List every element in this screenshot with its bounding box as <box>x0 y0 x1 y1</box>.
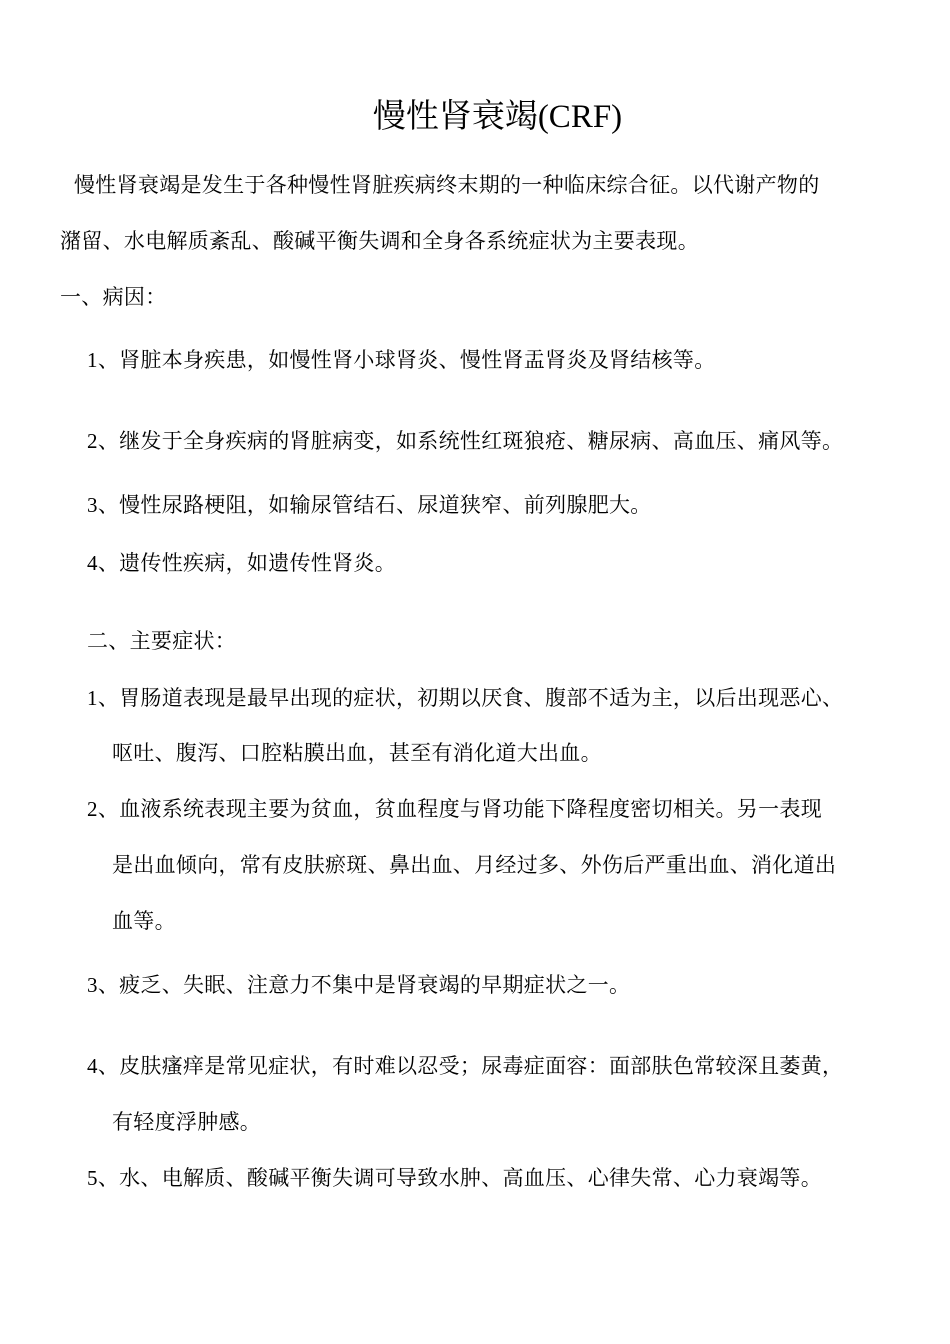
section2-heading: 二、主要症状： <box>87 629 237 653</box>
symptom-item-5 <box>87 1164 822 1192</box>
symptom-item-4 <box>87 1052 843 1080</box>
symptom-item-2 <box>87 795 822 823</box>
symptom-item-1-cont: 呕吐、腹泻、口腔粘膜出血，甚至有消化道大出血。 <box>112 741 602 765</box>
cause-item-4 <box>87 549 396 577</box>
page-title <box>0 94 950 139</box>
symptom-item-number: 5 <box>87 1166 98 1190</box>
symptom-item-number: 4 <box>87 1054 98 1078</box>
cause-item-number: 4 <box>87 551 98 575</box>
symptom-item-text: 、水、电解质、酸碱平衡失调可导致水肿、高血压、心律失常、心力衰竭等。 <box>97 1166 823 1190</box>
section1-heading: 一、病因： <box>60 285 167 309</box>
cause-item-text: 、继发于全身疾病的肾脏病变，如系统性红斑狼疮、糖尿病、高血压、痛风等。 <box>97 429 844 453</box>
cause-item-1 <box>87 346 716 374</box>
symptom-item-text: 、皮肤瘙痒是常见症状，有时难以忍受；尿毒症面容：面部肤色常较深且萎黄， <box>97 1054 844 1078</box>
cause-item-text: 、遗传性疾病，如遗传性肾炎。 <box>97 551 397 575</box>
cause-item-2 <box>87 427 843 455</box>
title-abbreviation: (CRF) <box>537 99 623 135</box>
cause-item-number: 3 <box>87 493 98 517</box>
cause-item-number: 2 <box>87 429 98 453</box>
title-chinese: 慢性肾衰竭 <box>372 96 538 135</box>
symptom-item-number: 3 <box>87 973 98 997</box>
symptom-item-number: 1 <box>87 686 98 710</box>
symptom-item-text: 、血液系统表现主要为贫血，贫血程度与肾功能下降程度密切相关。另一表现 <box>97 797 823 821</box>
cause-item-number: 1 <box>87 348 98 372</box>
cause-item-text: 、肾脏本身疾患，如慢性肾小球肾炎、慢性肾盂肾炎及肾结核等。 <box>97 348 716 372</box>
symptom-item-2-cont-1: 是出血倾向，常有皮肤瘀斑、鼻出血、月经过多、外伤后严重出血、消化道出 <box>112 853 837 877</box>
symptom-item-text: 、胃肠道表现是最早出现的症状，初期以厌食、腹部不适为主，以后出现恶心、 <box>97 686 844 710</box>
symptom-item-2-cont-2: 血等。 <box>112 909 176 933</box>
cause-item-3 <box>87 491 652 519</box>
intro-line-2: 潴留、水电解质紊乱、酸碱平衡失调和全身各系统症状为主要表现。 <box>60 229 699 253</box>
symptom-item-number: 2 <box>87 797 98 821</box>
symptom-item-text: 、疲乏、失眠、注意力不集中是肾衰竭的早期症状之一。 <box>97 973 631 997</box>
symptom-item-1 <box>87 684 843 712</box>
symptom-item-3 <box>87 971 630 999</box>
symptom-item-4-cont: 有轻度浮肿感。 <box>112 1110 262 1134</box>
intro-line-1: 慢性肾衰竭是发生于各种慢性肾脏疾病终末期的一种临床综合征。以代谢产物的 <box>74 173 820 197</box>
cause-item-text: 、慢性尿路梗阻，如输尿管结石、尿道狭窄、前列腺肥大。 <box>97 493 652 517</box>
